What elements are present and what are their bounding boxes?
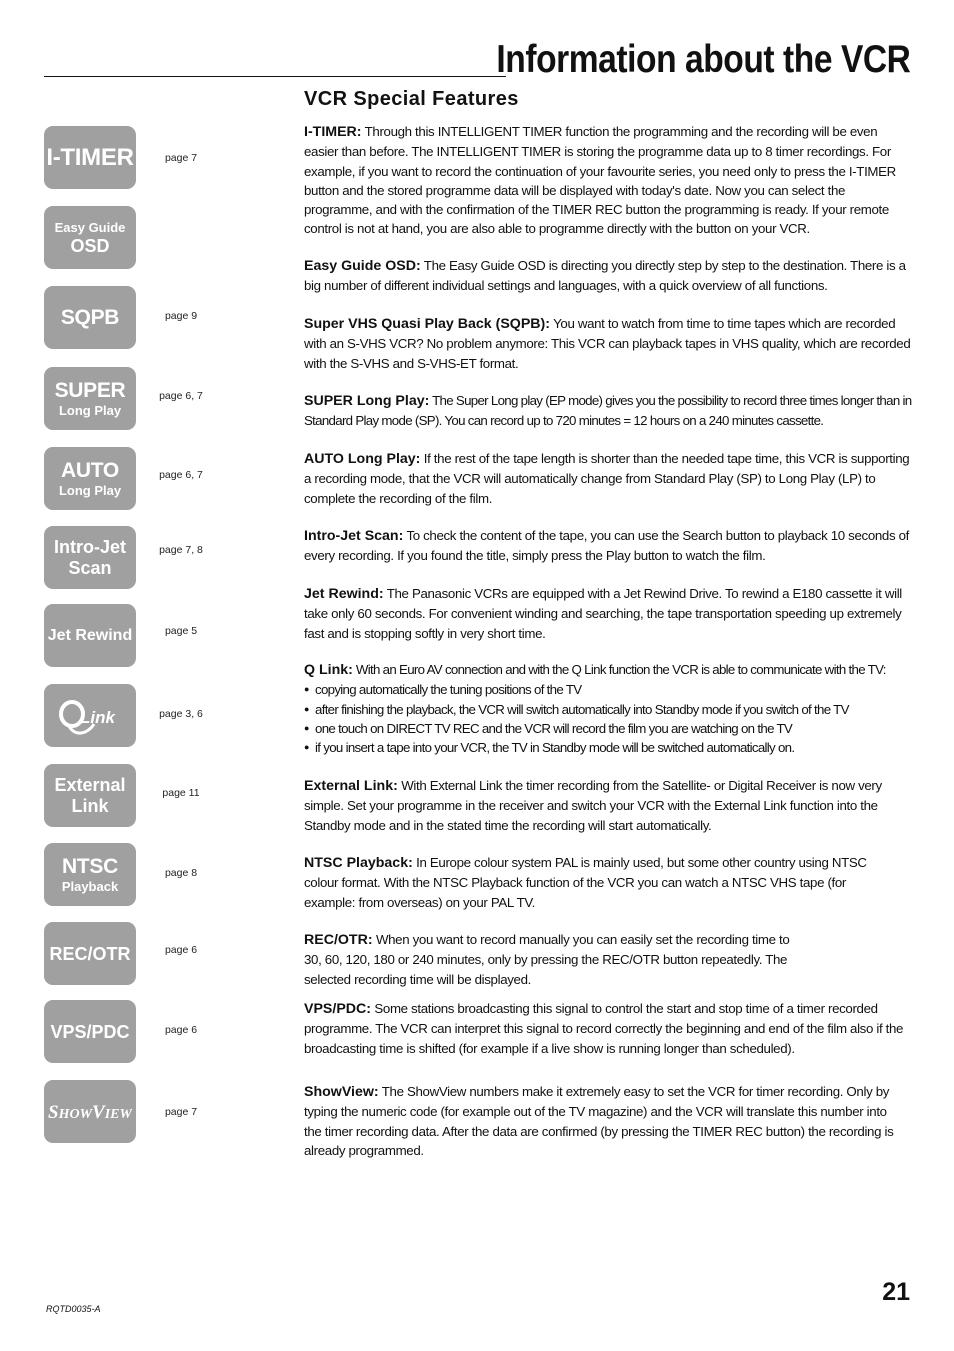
sqpb-badge-label: SQPB [60, 306, 120, 329]
page-ref-rec-otr: page 6 [164, 944, 198, 956]
intro-jet-scan-badge-label-2: Scan [68, 557, 112, 578]
page-ref-auto-long-play: page 6, 7 [159, 469, 203, 481]
list-item: ● after finishing the playback, the VCR will switch automatically into Standby mode if you switch of the TV [304, 700, 914, 719]
rec-otr-badge [44, 922, 136, 985]
feature-text: You want to watch from time to time tapes which are recorded with an S-VHS VCR? No problem anymore: This VCR can playback tapes in VHS quality, which are recorded with the S-VHS and S-VHS-ET format. [304, 316, 911, 371]
list-item: ● if you insert a tape into your VCR, the TV in Standby mode will be switched automatically on. [304, 738, 914, 757]
vps-pdc-badge-label: VPS/PDC [50, 1021, 130, 1042]
q-link-logo-icon [54, 694, 126, 738]
external-link-badge [44, 764, 136, 827]
feature-sqpb [304, 314, 914, 373]
feature-term: Easy Guide OSD: [304, 258, 421, 274]
auto-long-play-badge [44, 447, 136, 510]
intro-jet-scan-badge-label-1: Intro-Jet [54, 536, 126, 557]
easy-guide-osd-badge-label: OSD [70, 235, 110, 256]
showview-badge [44, 1080, 136, 1143]
feature-ntsc-playback [304, 853, 894, 912]
i-timer-badge-label: I-TIMER [46, 143, 134, 171]
jet-rewind-badge-label: Jet Rewind [47, 626, 133, 644]
page-ref-vps-pdc: page 6 [164, 1024, 198, 1036]
feature-vps-pdc [304, 999, 914, 1058]
svg-text:Link: Link [80, 707, 115, 727]
title-rule [44, 76, 506, 77]
list-item: ● one touch on DIRECT TV REC and the VCR will record the film you are watching on the TV [304, 719, 914, 738]
page-ref-showview: page 7 [164, 1106, 198, 1118]
feature-external-link [304, 776, 914, 835]
feature-term: External Link: [304, 778, 398, 794]
feature-term: Intro-Jet Scan: [304, 528, 404, 544]
page-title: Information about the VCR [495, 38, 910, 81]
intro-jet-scan-badge [44, 526, 136, 589]
super-long-play-badge [44, 367, 136, 430]
feature-term: ShowView: [304, 1084, 379, 1100]
feature-text: In Europe colour system PAL is mainly used, but some other country using NTSC colour format. With the NTSC Playback function of the VCR you can watch a NTSC VHS tape (for example: from overseas) on your PAL TV. [304, 855, 867, 910]
showview-logo-icon [48, 1097, 132, 1127]
jet-rewind-badge [44, 604, 136, 667]
feature-intro-jet-scan [304, 526, 914, 566]
feature-i-timer [304, 122, 914, 239]
external-link-badge-label-2: Link [71, 795, 109, 816]
external-link-badge-label-1: External [54, 774, 126, 795]
feature-showview [304, 1082, 894, 1160]
feature-term: REC/OTR: [304, 932, 373, 948]
document-code: RQTD0035-A [46, 1304, 101, 1314]
svg-text:SHOWVIEW: SHOWVIEW [48, 1101, 132, 1123]
easy-guide-osd-badge [44, 206, 136, 269]
feature-term: SUPER Long Play: [304, 393, 430, 409]
page-ref-intro-jet-scan: page 7, 8 [159, 544, 203, 556]
feature-text: With an Euro AV connection and with the Q Link function the VCR is able to communicate with the TV: [355, 662, 886, 677]
page-ref-external-link: page 11 [162, 787, 200, 799]
super-long-play-badge-sublabel: Long Play [58, 403, 122, 418]
section-heading: VCR Special Features [304, 88, 519, 110]
super-long-play-badge-label: SUPER [54, 379, 126, 402]
feature-text: The Easy Guide OSD is directing you directly step by step to the destination. There is a big number of different individual settings and languages, with a quick overview of all functions. [304, 258, 906, 294]
page-ref-super-long-play: page 6, 7 [159, 390, 203, 402]
feature-easy-guide-osd [304, 256, 914, 296]
page-ref-q-link: page 3, 6 [159, 708, 203, 720]
feature-text: Some stations broadcasting this signal to control the start and stop time of a timer recorded programme. The VCR can interpret this signal to record correctly the beginning and end of the film also if the broadcasting time is shifted (for example if a live show is running longer than scheduled). [304, 1001, 904, 1056]
feature-text: With External Link the timer recording from the Satellite- or Digital Receiver is now very simple. Set your programme in the receiver and switch your VCR with the External Link function into the Standby mode and in the stated time the recording will start automatically. [304, 778, 882, 833]
feature-text: To check the content of the tape, you can use the Search button to playback 10 seconds of every recording. If you found the title, simply press the Play button to watch the film. [304, 528, 909, 564]
q-link-bullet-list [304, 680, 914, 757]
feature-q-link [304, 660, 914, 757]
feature-text: When you want to record manually you can easily set the recording time to 30, 60, 120, 180 or 240 minutes, only by pressing the REC/OTR button repeatedly. The selected recording time will be displayed. [304, 932, 790, 987]
i-timer-badge [44, 126, 136, 189]
list-item: ● copying automatically the tuning positions of the TV [304, 680, 914, 699]
rec-otr-badge-label: REC/OTR [49, 943, 131, 964]
feature-text: The Super Long play (EP mode) gives you the possibility to record three times longer than in Standard Play mode (SP). You can record up to 720 minutes = 12 hours on a 240 minutes cassette. [304, 393, 912, 429]
vps-pdc-badge [44, 1000, 136, 1063]
sqpb-badge [44, 286, 136, 349]
feature-rec-otr [304, 930, 804, 989]
ntsc-playback-badge [44, 843, 136, 906]
page-ref-i-timer: page 7 [164, 152, 198, 164]
feature-term: I-TIMER: [304, 124, 362, 140]
feature-term: Super VHS Quasi Play Back (SQPB): [304, 316, 550, 332]
feature-term: AUTO Long Play: [304, 451, 421, 467]
feature-term: VPS/PDC: [304, 1001, 372, 1017]
auto-long-play-badge-sublabel: Long Play [58, 483, 122, 498]
q-link-badge [44, 684, 136, 747]
feature-jet-rewind [304, 584, 914, 643]
page-ref-sqpb: page 9 [164, 310, 198, 322]
feature-text: If the rest of the tape length is shorter than the needed tape time, this VCR is supporting a recording mode, that the VCR will automatically change from Standard Play (SP) to Long Play (LP) to complete the recording of the film. [304, 451, 910, 506]
page-ref-jet-rewind: page 5 [164, 625, 198, 637]
ntsc-playback-badge-label: NTSC [62, 855, 118, 878]
auto-long-play-badge-label: AUTO [61, 459, 119, 482]
feature-text: The ShowView numbers make it extremely easy to set the VCR for timer recording. Only by typing the numeric code (for example out of the TV magazine) and the VCR will translate this number into the timer recording data. After the data are confirmed (by pressing the TIMER REC button) the recording is already programmed. [304, 1084, 894, 1158]
page-number: 21 [882, 1278, 910, 1306]
feature-term: Jet Rewind: [304, 586, 384, 602]
feature-text: The Panasonic VCRs are equipped with a Jet Rewind Drive. To rewind a E180 cassette it will take only 60 seconds. For convenient winding and searching, the tape transportation speeding up extremely fast and is stopping softly in very short time. [304, 586, 902, 641]
feature-term: Q Link: [304, 662, 353, 678]
page-ref-ntsc-playback: page 8 [164, 867, 198, 879]
easy-guide-osd-badge-label-top: Easy Guide [54, 219, 126, 235]
feature-super-long-play [304, 391, 914, 431]
feature-text: Through this INTELLIGENT TIMER function the programming and the recording will be even easier than before. The INTELLIGENT TIMER is storing the programme data up to 8 timer recordings. For example, if you want to record the continuation of your favourite series, you need only to press the I-TIMER button and the stored programme data will be displayed with today's date. Now you can select the programme, and with the confirmation of the TIMER REC button the programming is ready. If your remote control is not at hand, you are also able to programme directly with the button on your VCR. [304, 124, 896, 237]
feature-auto-long-play [304, 449, 914, 508]
feature-term: NTSC Playback: [304, 855, 413, 871]
ntsc-playback-badge-sublabel: Playback [61, 879, 119, 894]
